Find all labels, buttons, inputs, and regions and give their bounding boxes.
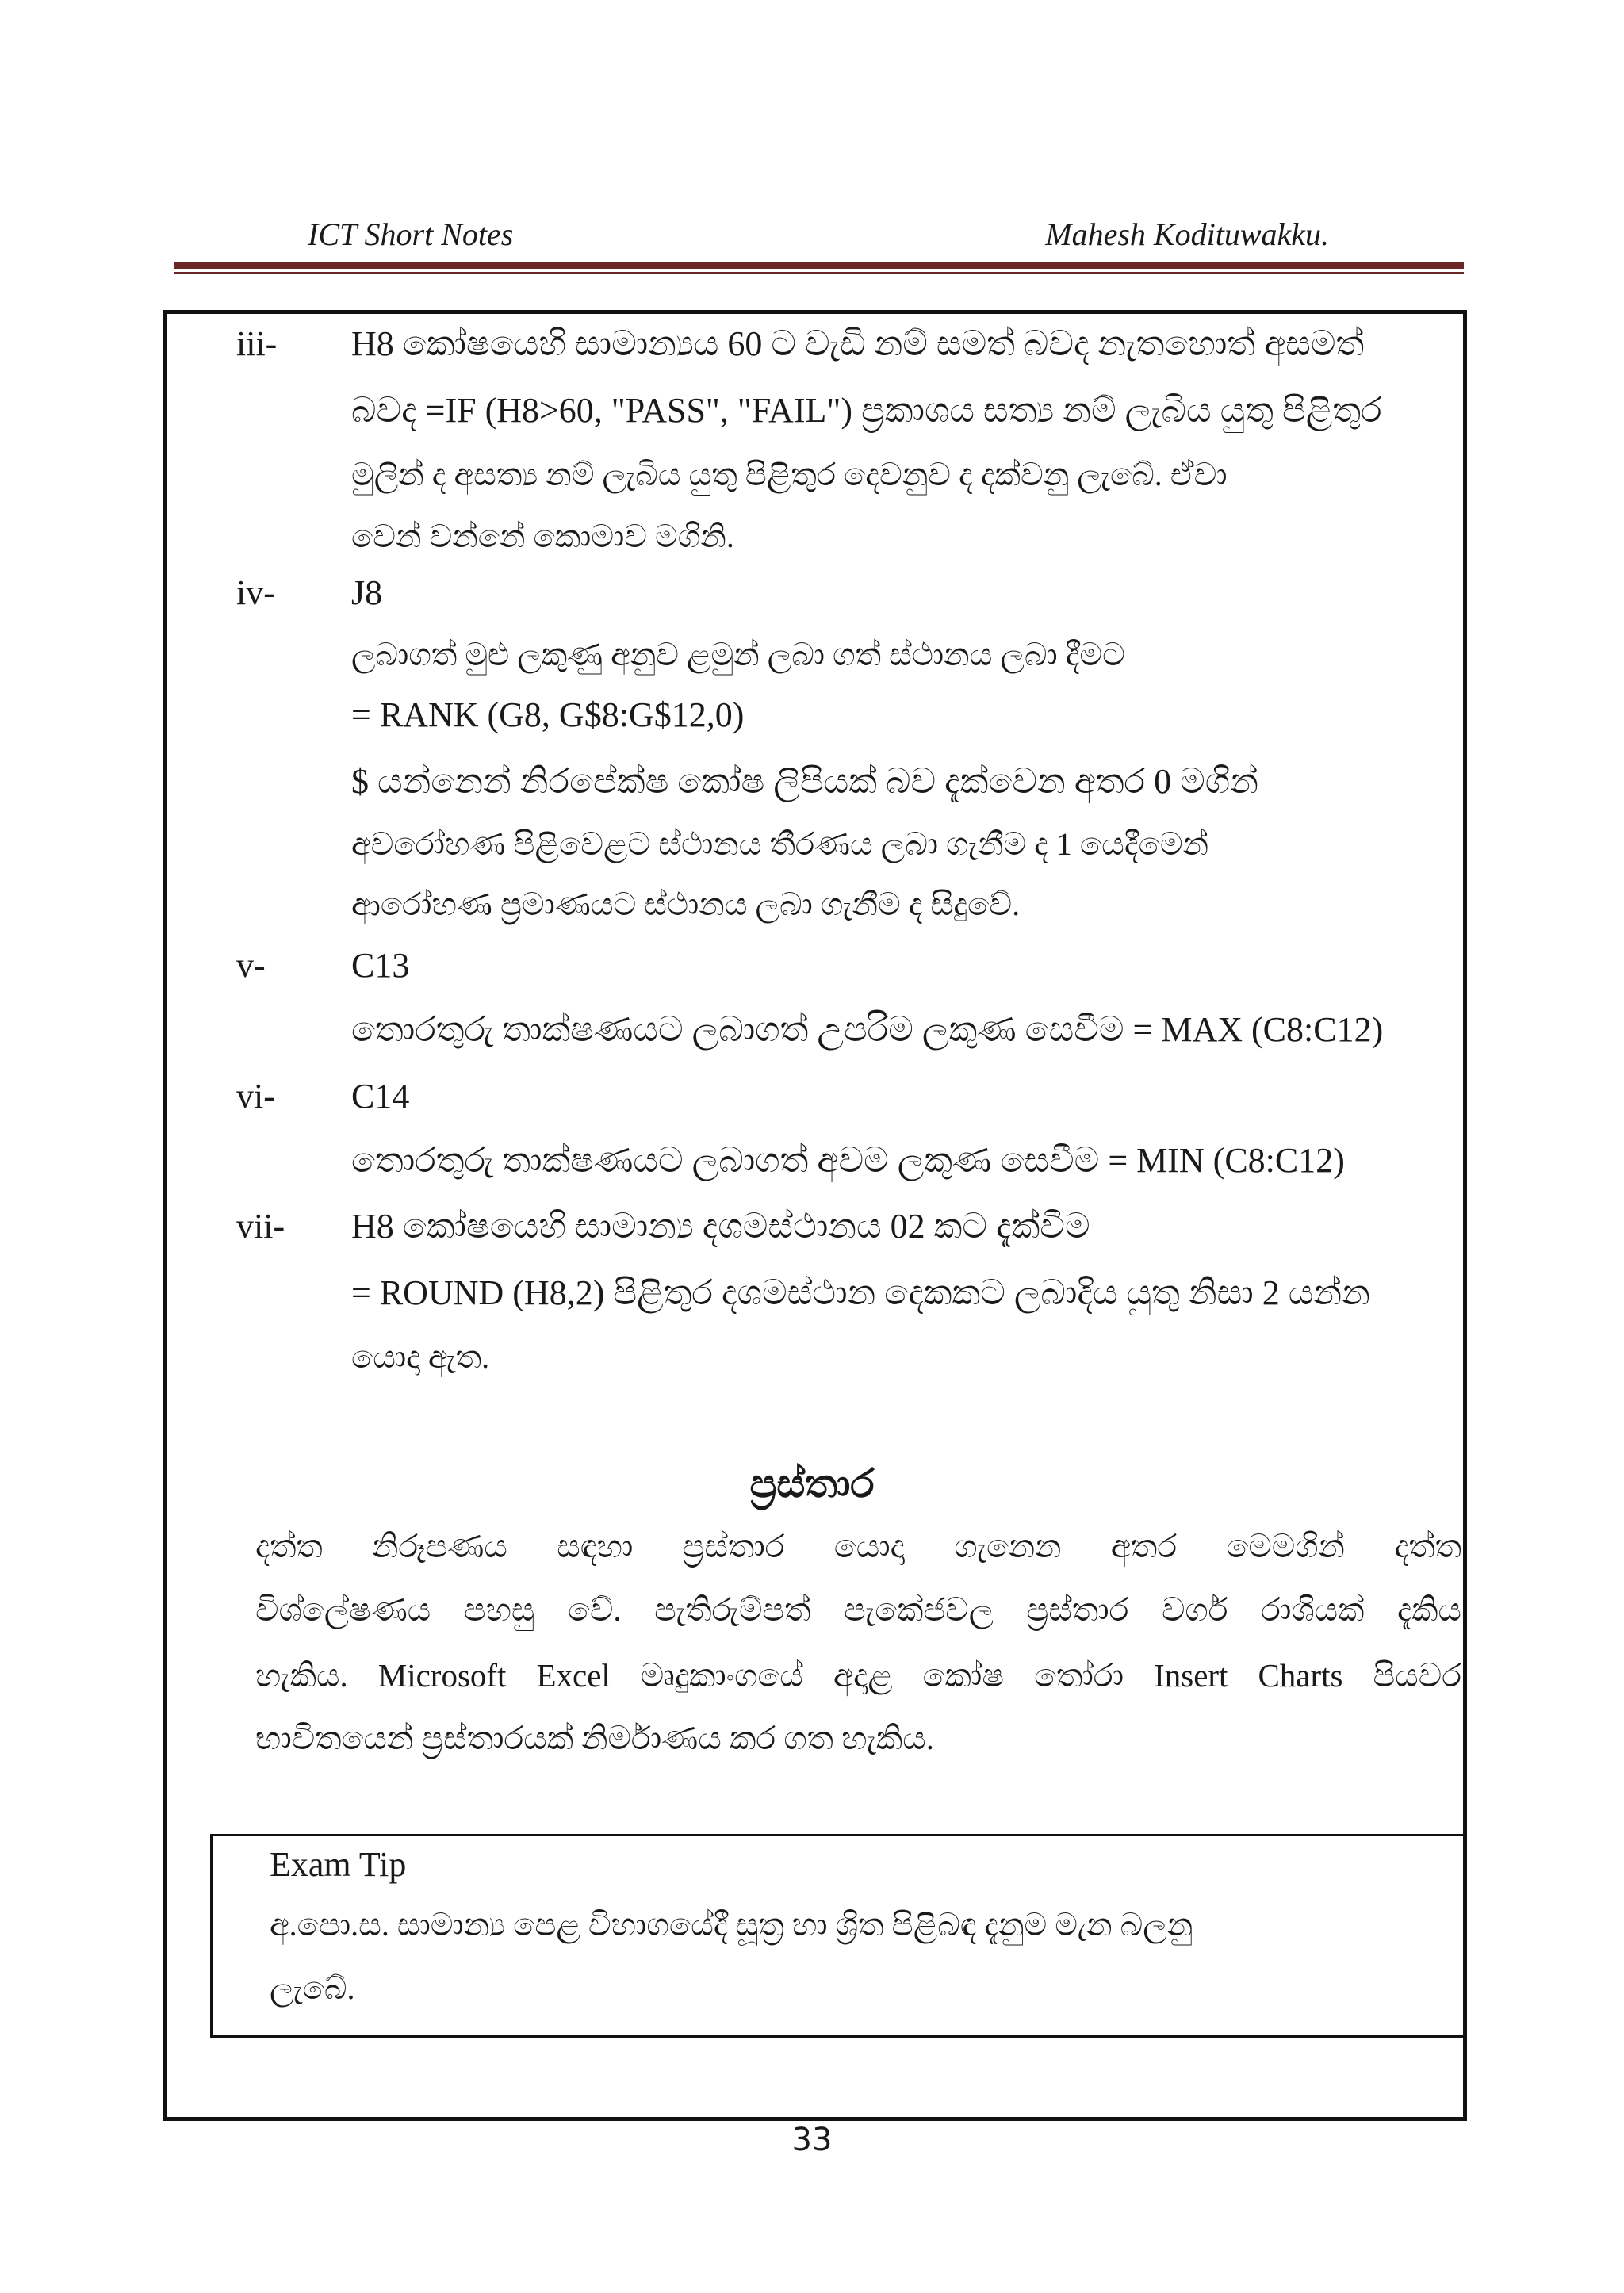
item-number: iv- [236,573,275,612]
item-line: = ROUND (H8,2) පිළිතුර දශමස්ථාන දෙකකට ලබාදිය යුතු නිසා 2 යන්න [351,1273,1370,1312]
item-line: වෙන් වන්නේ කොමාව මගිනි. [351,519,734,554]
item-number: iii- [236,324,278,363]
item-line: බවද =IF (H8>60, "PASS", "FAIL") ප්‍රකාශය සත්‍ය නම් ලැබිය යුතු පිළිතුර [351,391,1382,430]
item-line: මුලින් ද අසත්‍ය නම් ලැබිය යුතු පිළිතුර දෙවනුව ද දක්වනු ලැබේ. ඒවා [351,457,1228,492]
item-line: C14 [351,1077,410,1116]
item-line: යොදා ඇත. [351,1339,490,1375]
exam-tip-line: අ.පො.ස. සාමාන්‍ය පෙළ විභාගයේදී සූත්‍ර හා ශ්‍රිත පිළිබඳ දැනුම මැන බලනු [270,1907,1193,1943]
section-paragraph-line: විශ්ලේෂණය පහසු වේ. පැතිරුම්පත් පැකේජවල ප්‍රස්තාර වර්ග රාශියක් දැකිය [255,1591,1461,1628]
header-rule-thin [174,272,1464,274]
section-title: ප්‍රස්තාර [749,1461,875,1506]
header-title: ICT Short Notes [308,216,514,252]
item-line: J8 [351,573,383,612]
item-number: v- [236,946,266,985]
item-line: = RANK (G8, G$8:G$12,0) [351,695,745,734]
section-paragraph-line: දත්ත නිරූපණය සඳහා ප්‍රස්තාර යොදා ගැනෙන අතර මෙමගින් දත්ත [255,1528,1461,1564]
item-line: ආරෝහණ ප්‍රමාණයට ස්ථානය ලබා ගැනීම ද සිදුවේ. [351,886,1021,922]
item-line: අවරෝහණ පිළිවෙළට ස්ථානය තීරණය ලබා ගැනීම ද 1 යෙදීමෙන් [351,826,1209,862]
item-line: H8 කෝෂයෙහි සාමාන්‍යය 60 ට වැඩි නම් සමත් බවද නැතහොත් අසමත් [351,324,1365,363]
item-line: ලබාගත් මුළු ලකුණු අනුව ළමුන් ලබා ගත් ස්ථානය ලබා දීමට [351,637,1125,672]
section-paragraph-line: භාවිතයෙන් ප්‍රස්තාරයක් නිර්මාණය කර ගත හැකිය. [255,1720,934,1756]
page-number: 33 [791,2122,833,2158]
item-line: $ යන්නෙන් නිරපේක්ෂ කෝෂ ලිපියක් බව දැක්වෙන අතර 0 මගින් [351,762,1258,801]
item-number: vii- [236,1207,285,1246]
exam-tip-line: ලැබේ. [270,1970,355,2006]
item-line: තොරතුරු තාක්ෂණයට ලබාගත් අවම ලකුණ සෙවීම = MIN (C8:C12) [351,1141,1345,1180]
item-number: vi- [236,1077,275,1116]
item-line: H8 කෝෂයෙහි සාමාන්‍ය දශමස්ථානය 02 කට දැක්වීම [351,1207,1090,1246]
section-paragraph-line: හැකිය. Microsoft Excel මෘදුකාංගයේ අදාළ කෝෂ තෝරා Insert Charts පියවර [255,1657,1461,1694]
header-author: Mahesh Kodituwakku. [1045,216,1329,252]
item-line: තොරතුරු තාක්ෂණයට ලබාගත් උපරිම ලකුණ සෙවීම = MAX (C8:C12) [351,1010,1384,1049]
item-line: C13 [351,946,410,985]
exam-tip-title: Exam Tip [270,1845,407,1884]
header-rule-thick [174,262,1464,269]
